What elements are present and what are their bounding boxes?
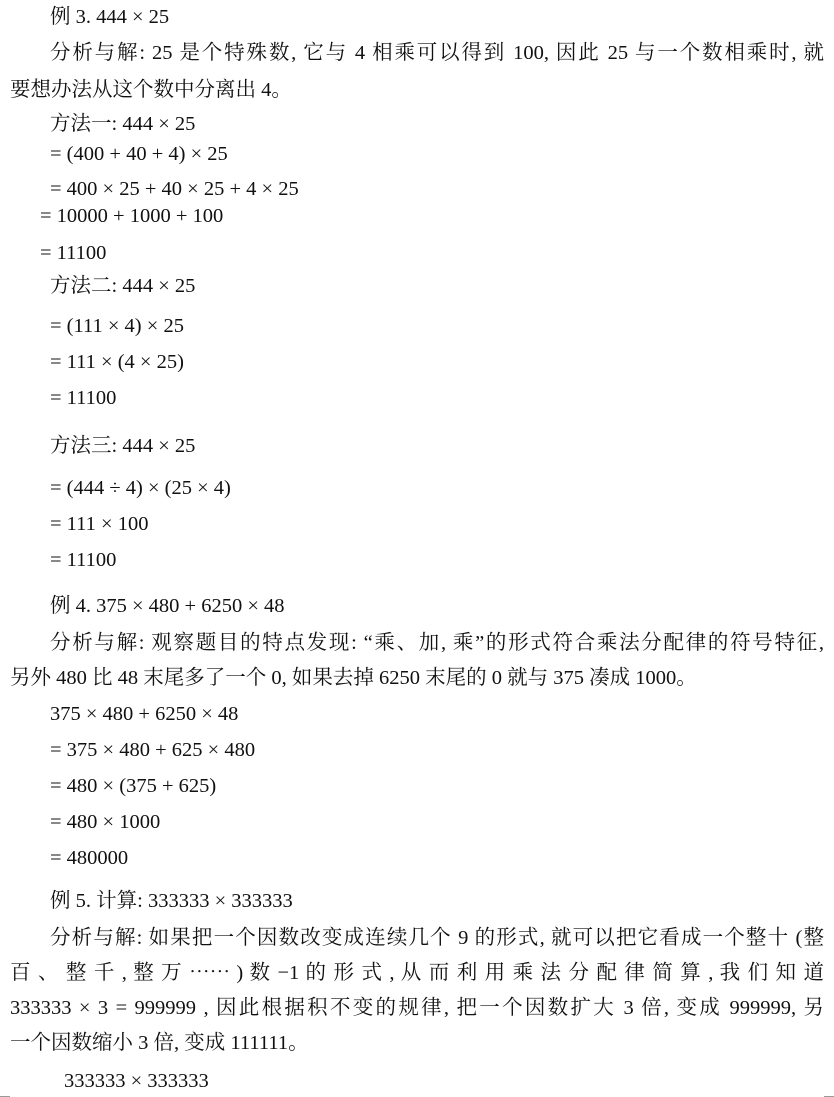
page-corner-mark-right [824, 1086, 834, 1097]
example-4-step-4: = 480000 [50, 847, 129, 869]
example-5-analysis-line-2: 百 、 整 千 , 整 万 ⋯⋯ ) 数 −1 的 形 式 , 从 而 利 用 乘 法 分 配 律 简 算 , 我 们 知 道 [10, 962, 824, 984]
example-3-analysis-line-2: 要想办法从这个数中分离出 4。 [10, 79, 292, 101]
method-1-step-2: = 400 × 25 + 40 × 25 + 4 × 25 [50, 178, 299, 200]
example-3-title: 例 3. 444 × 25 [50, 6, 170, 28]
method-3-step-1: = (444 ÷ 4) × (25 × 4) [50, 477, 231, 499]
example-4-step-3: = 480 × 1000 [50, 811, 161, 833]
page-corner-mark-left [0, 1086, 10, 1097]
example-5-analysis-line-3: 333333 × 3 = 999999 , 因此根据积不变的规律, 把一个因数扩大 3 倍, 变成 999999, 另 [10, 997, 824, 1019]
example-5-title: 例 5. 计算: 333333 × 333333 [50, 890, 293, 912]
example-5-analysis-line-4: 一个因数缩小 3 倍, 变成 111111。 [10, 1032, 309, 1054]
method-2-step-3: = 11100 [50, 387, 117, 409]
example-4-analysis-line-1: 分析与解: 观察题目的特点发现: “乘、加, 乘”的形式符合乘法分配律的符号特征, [50, 632, 824, 654]
method-1-title: 方法一: 444 × 25 [50, 113, 196, 135]
example-5-step-1: 333333 × 333333 [64, 1070, 209, 1092]
method-1-step-3: = 10000 + 1000 + 100 [40, 205, 224, 227]
method-3-step-3: = 11100 [50, 549, 117, 571]
example-4-step-0: 375 × 480 + 6250 × 48 [50, 703, 239, 725]
method-3-title: 方法三: 444 × 25 [50, 435, 196, 457]
example-4-analysis-line-2: 另外 480 比 48 末尾多了一个 0, 如果去掉 6250 末尾的 0 就与 375 凑成 1000。 [10, 667, 697, 689]
method-2-step-1: = (111 × 4) × 25 [50, 315, 184, 337]
example-4-title: 例 4. 375 × 480 + 6250 × 48 [50, 595, 285, 617]
example-4-step-2: = 480 × (375 + 625) [50, 775, 217, 797]
example-4-step-1: = 375 × 480 + 625 × 480 [50, 739, 256, 761]
method-2-step-2: = 111 × (4 × 25) [50, 351, 184, 373]
method-1-step-4: = 11100 [40, 242, 107, 264]
method-3-step-2: = 111 × 100 [50, 513, 149, 535]
method-1-step-1: = (400 + 40 + 4) × 25 [50, 143, 228, 165]
example-3-analysis-line-1: 分析与解: 25 是个特殊数, 它与 4 相乘可以得到 100, 因此 25 与一个数相乘时, 就 [50, 42, 824, 64]
method-2-title: 方法二: 444 × 25 [50, 275, 196, 297]
example-5-analysis-line-1: 分析与解: 如果把一个因数改变成连续几个 9 的形式, 就可以把它看成一个整十 (整 [50, 927, 824, 949]
